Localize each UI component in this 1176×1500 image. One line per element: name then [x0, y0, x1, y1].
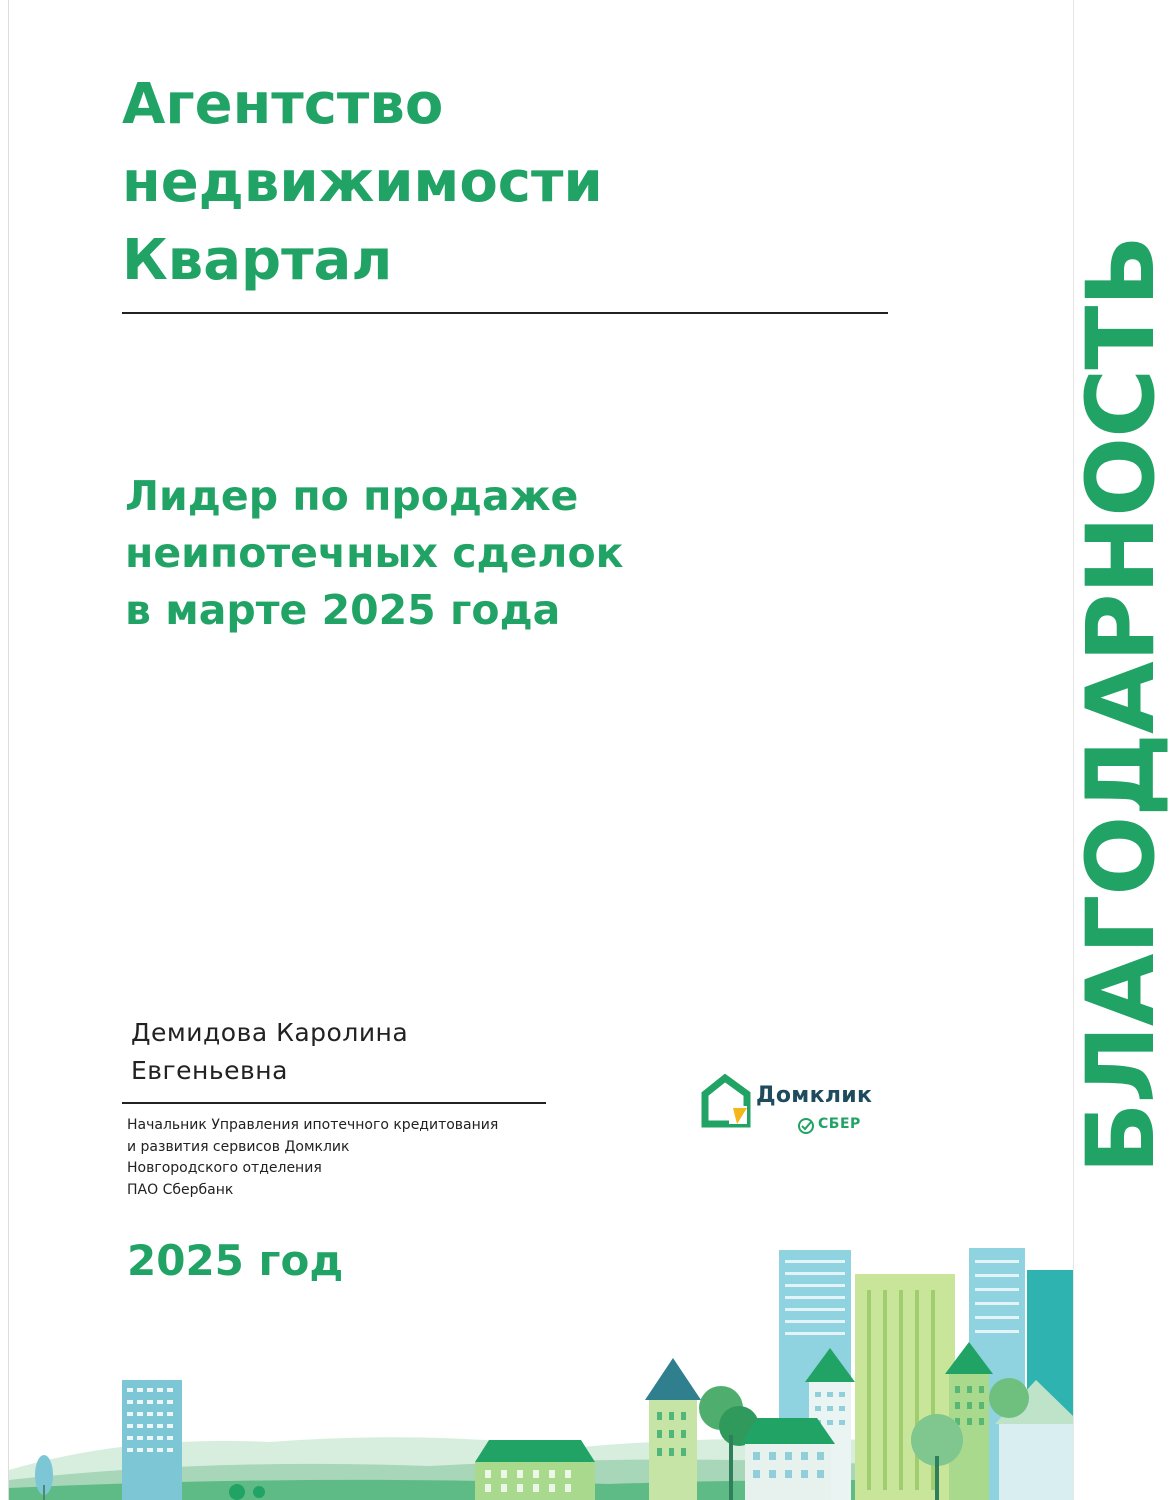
signer-position [127, 1115, 567, 1201]
award-line: неипотечных сделок [125, 529, 624, 577]
organization-title-line: недвижимости [122, 150, 603, 215]
award-line: в марте 2025 года [125, 586, 561, 634]
city-illustration [9, 1230, 1073, 1500]
signer-name-line: Демидова Каролина [131, 1018, 409, 1047]
signer-position-line: и развития сервисов Домклик [127, 1138, 350, 1155]
signer-position-line: Начальник Управления ипотечного кредитования [127, 1117, 499, 1133]
house-logo-icon [701, 1076, 751, 1128]
signer-name [131, 1014, 551, 1090]
signer-position-line: ПАО Сбербанк [127, 1181, 234, 1198]
vertical-title: БЛАГОДАРНОСТЬ [1067, 236, 1176, 1174]
signer-position-line: Новгородского отделения [127, 1160, 322, 1176]
signature-line [122, 1102, 546, 1104]
logo-name: Домклик [756, 1083, 873, 1108]
certificate-page [8, 0, 1176, 1500]
sber-check-icon [797, 1117, 815, 1135]
signer-name-line: Евгеньевна [131, 1056, 288, 1085]
award-text [125, 468, 885, 639]
domclick-logo [701, 1074, 901, 1138]
organization-title-line: Квартал [122, 228, 393, 293]
organization-title-line: Агентство [122, 72, 444, 137]
award-line: Лидер по продаже [125, 472, 579, 520]
logo-sub: СБЕР [818, 1116, 861, 1132]
year-label: 2025 год [127, 1236, 344, 1285]
title-divider [122, 312, 888, 314]
organization-title [122, 66, 882, 300]
